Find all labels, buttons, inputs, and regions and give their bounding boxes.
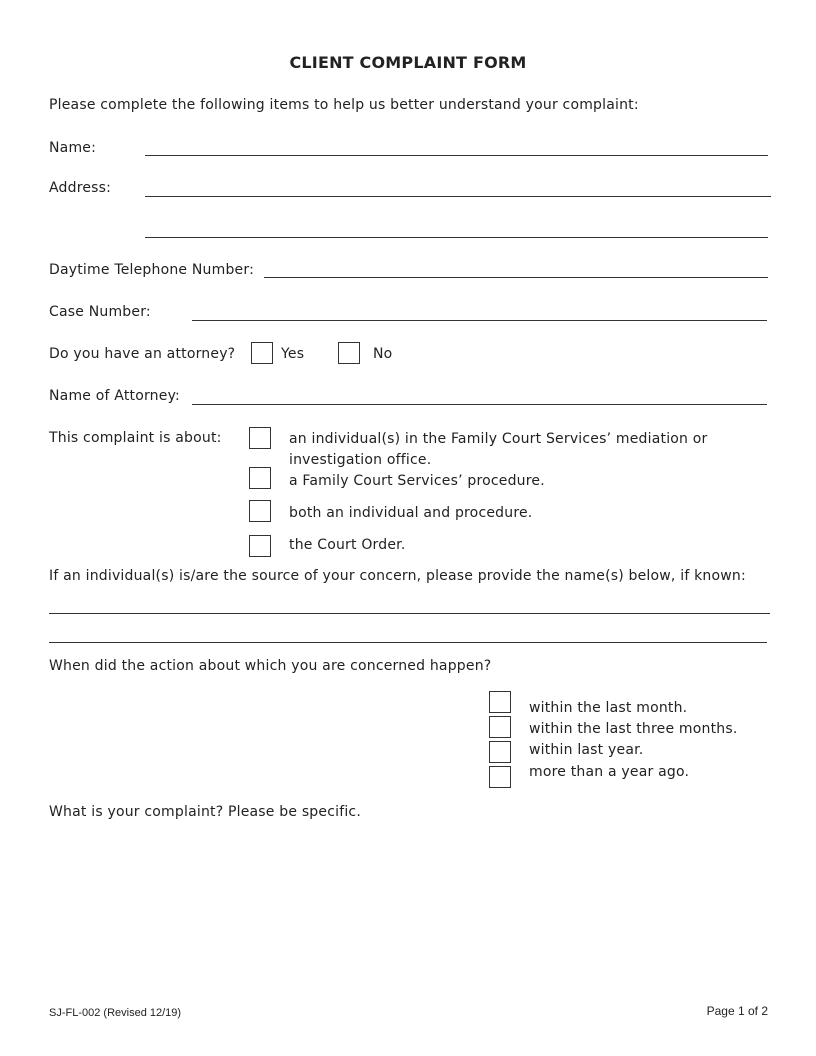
individual-name-line-1[interactable] xyxy=(49,613,770,614)
attorney-yes-checkbox[interactable] xyxy=(251,342,273,364)
individual-name-line-2[interactable] xyxy=(49,642,767,643)
form-title: CLIENT COMPLAINT FORM xyxy=(289,53,527,72)
about-individual-label: an individual(s) in the Family Court Services’ mediation or xyxy=(289,431,708,447)
case-number-label: Case Number: xyxy=(49,304,151,320)
when-last-month-checkbox[interactable] xyxy=(489,691,511,713)
complaint-text-area[interactable] xyxy=(49,826,769,996)
attorney-yes-label: Yes xyxy=(281,346,305,362)
when-last-month-label: within the last month. xyxy=(529,700,688,716)
when-last-year-checkbox[interactable] xyxy=(489,741,511,763)
address-line-2[interactable] xyxy=(145,237,768,238)
page-number: Page 1 of 2 xyxy=(706,1004,768,1018)
attorney-name-input-line[interactable] xyxy=(192,404,767,405)
address-line-1[interactable] xyxy=(145,196,771,197)
when-three-months-checkbox[interactable] xyxy=(489,716,511,738)
complaint-about-label: This complaint is about: xyxy=(49,430,222,446)
case-number-input-line[interactable] xyxy=(192,320,767,321)
when-over-year-label: more than a year ago. xyxy=(529,764,690,780)
form-id: SJ-FL-002 (Revised 12/19) xyxy=(49,1007,182,1019)
intro-text: Please complete the following items to help us better understand your complaint: xyxy=(49,97,639,113)
about-both-checkbox[interactable] xyxy=(249,500,271,522)
about-court-order-checkbox[interactable] xyxy=(249,535,271,557)
about-procedure-checkbox[interactable] xyxy=(249,467,271,489)
attorney-no-checkbox[interactable] xyxy=(338,342,360,364)
about-individual-checkbox[interactable] xyxy=(249,427,271,449)
name-label: Name: xyxy=(49,140,97,156)
address-label: Address: xyxy=(49,180,112,196)
attorney-question-label: Do you have an attorney? xyxy=(49,346,236,362)
when-last-year-label: within last year. xyxy=(529,742,644,758)
about-procedure-label: a Family Court Services’ procedure. xyxy=(289,473,545,489)
attorney-no-label: No xyxy=(373,346,393,362)
when-three-months-label: within the last three months. xyxy=(529,721,738,737)
about-court-order-label: the Court Order. xyxy=(289,537,406,553)
about-both-label: both an individual and procedure. xyxy=(289,505,533,521)
when-question: When did the action about which you are concerned happen? xyxy=(49,658,492,674)
about-individual-label-cont: investigation office. xyxy=(289,452,432,468)
complaint-prompt: What is your complaint? Please be specific. xyxy=(49,804,361,820)
daytime-phone-input-line[interactable] xyxy=(264,277,768,278)
when-over-year-checkbox[interactable] xyxy=(489,766,511,788)
individual-prompt: If an individual(s) is/are the source of your concern, please provide the name(s) below, if known: xyxy=(49,568,746,584)
daytime-phone-label: Daytime Telephone Number: xyxy=(49,262,254,278)
attorney-name-label: Name of Attorney: xyxy=(49,388,180,404)
name-input-line[interactable] xyxy=(145,155,768,156)
